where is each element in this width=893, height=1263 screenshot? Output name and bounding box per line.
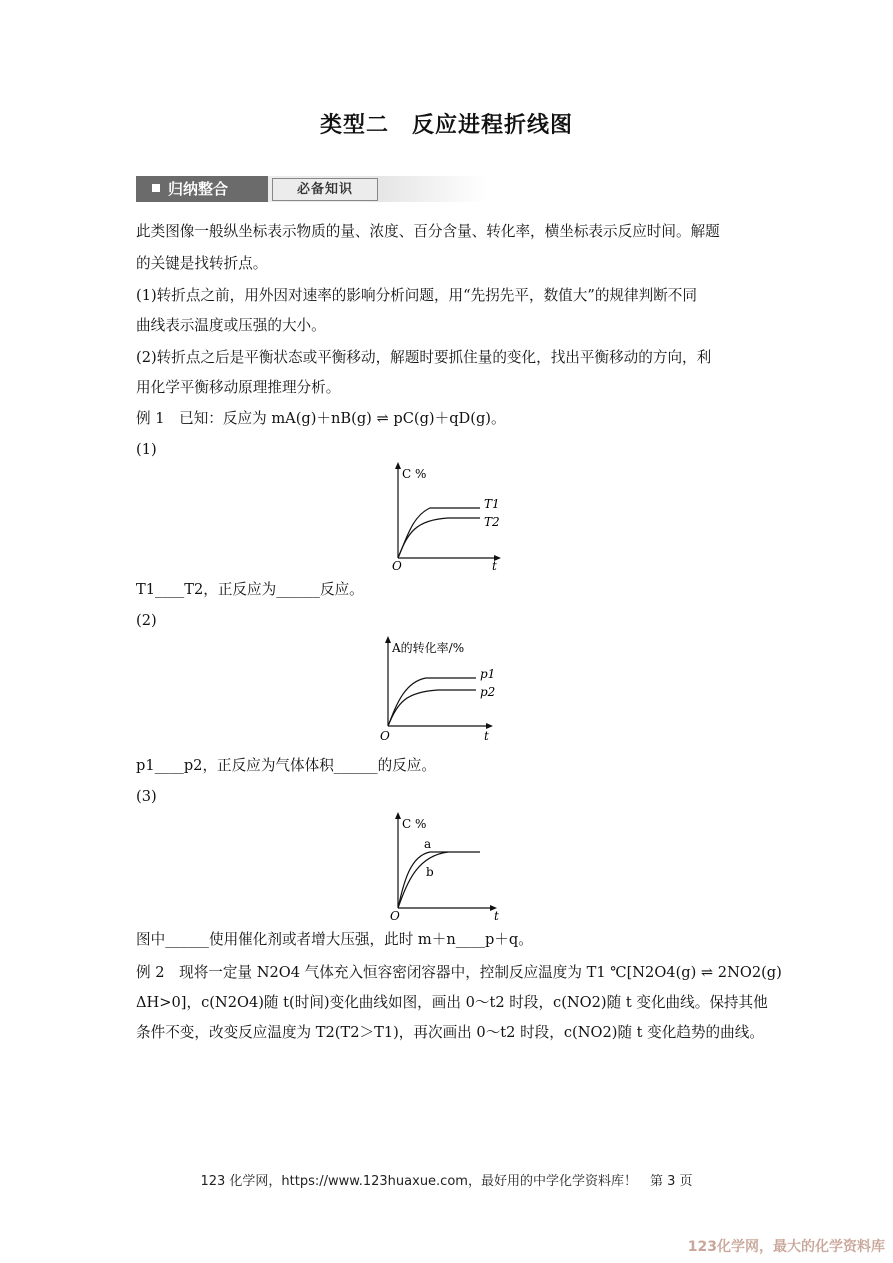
- origin-label: O: [392, 559, 402, 572]
- intro-line: (1)转折点之前，用外因对速率的影响分析问题，用“先拐先平，数值大”的规律判断不同: [136, 287, 697, 304]
- intro-line: (2)转折点之后是平衡状态或平衡移动，解题时要抓住量的变化，找出平衡移动的方向，利: [136, 349, 712, 366]
- graph-pressure: [372, 634, 512, 746]
- y-axis-label: A的转化率/%: [392, 641, 465, 655]
- origin-label: O: [380, 729, 390, 743]
- curve-label: T1: [484, 497, 500, 511]
- part-number: (1): [136, 441, 157, 458]
- curve-label: b: [426, 865, 434, 879]
- intro-line: 曲线表示温度或压强的大小。: [136, 317, 326, 334]
- banner-label-knowledge: 必备知识: [272, 178, 378, 201]
- x-axis-label: t: [484, 729, 489, 743]
- graph-catalyst: [384, 810, 514, 922]
- intro-line: 此类图像一般纵坐标表示物质的量、浓度、百分含量、转化率，横坐标表示反应时间。解题: [136, 223, 720, 240]
- x-axis-label: t: [494, 909, 499, 922]
- part-number: (3): [136, 788, 157, 805]
- x-axis-label: t: [492, 559, 497, 572]
- page-footer: 123 化学网，https://www.123huaxue.com，最好用的中学化学资料库！ 第 3 页: [200, 1174, 693, 1189]
- page-title: 类型二 反应进程折线图: [319, 113, 573, 138]
- example2-line: ΔH>0]，c(N2O4)随 t(时间)变化曲线如图，画出 0～t2 时段，c(NO2)随 t 变化曲线。保持其他: [136, 994, 768, 1011]
- banner-label-summary: 归纳整合: [136, 176, 268, 202]
- curve-label: p2: [480, 685, 496, 699]
- section-banner: [136, 176, 488, 202]
- origin-label: O: [390, 909, 400, 922]
- question-line: T1____T2，正反应为______反应。: [136, 581, 364, 598]
- example2-line: 例 2 现将一定量 N2O4 气体充入恒容密闭容器中，控制反应温度为 T1 ℃[N2O4(g) ⇌ 2NO2(g): [136, 964, 782, 981]
- y-axis-label: C %: [402, 817, 427, 831]
- part-number: (2): [136, 612, 157, 629]
- example1-statement: 例 1 已知：反应为 mA(g)＋nB(g) ⇌ pC(g)＋qD(g)。: [136, 410, 506, 427]
- graph-temperature: [380, 460, 510, 572]
- question-line: 图中______使用催化剂或者增大压强，此时 m＋n____p＋q。: [136, 931, 533, 948]
- question-line: p1____p2，正反应为气体体积______的反应。: [136, 757, 436, 774]
- intro-line: 用化学平衡移动原理推理分析。: [136, 379, 341, 396]
- intro-line: 的关键是找转折点。: [136, 255, 268, 272]
- example2-line: 条件不变，改变反应温度为 T2(T2＞T1)，再次画出 0～t2 时段，c(NO2)随 t 变化趋势的曲线。: [136, 1024, 764, 1041]
- curve-label: T2: [484, 515, 500, 529]
- y-axis-label: C %: [402, 467, 427, 481]
- curve-label: a: [424, 837, 432, 851]
- watermark: 123化学网，最大的化学资料库: [687, 1239, 885, 1255]
- curve-label: p1: [480, 667, 496, 681]
- square-icon: [152, 184, 160, 192]
